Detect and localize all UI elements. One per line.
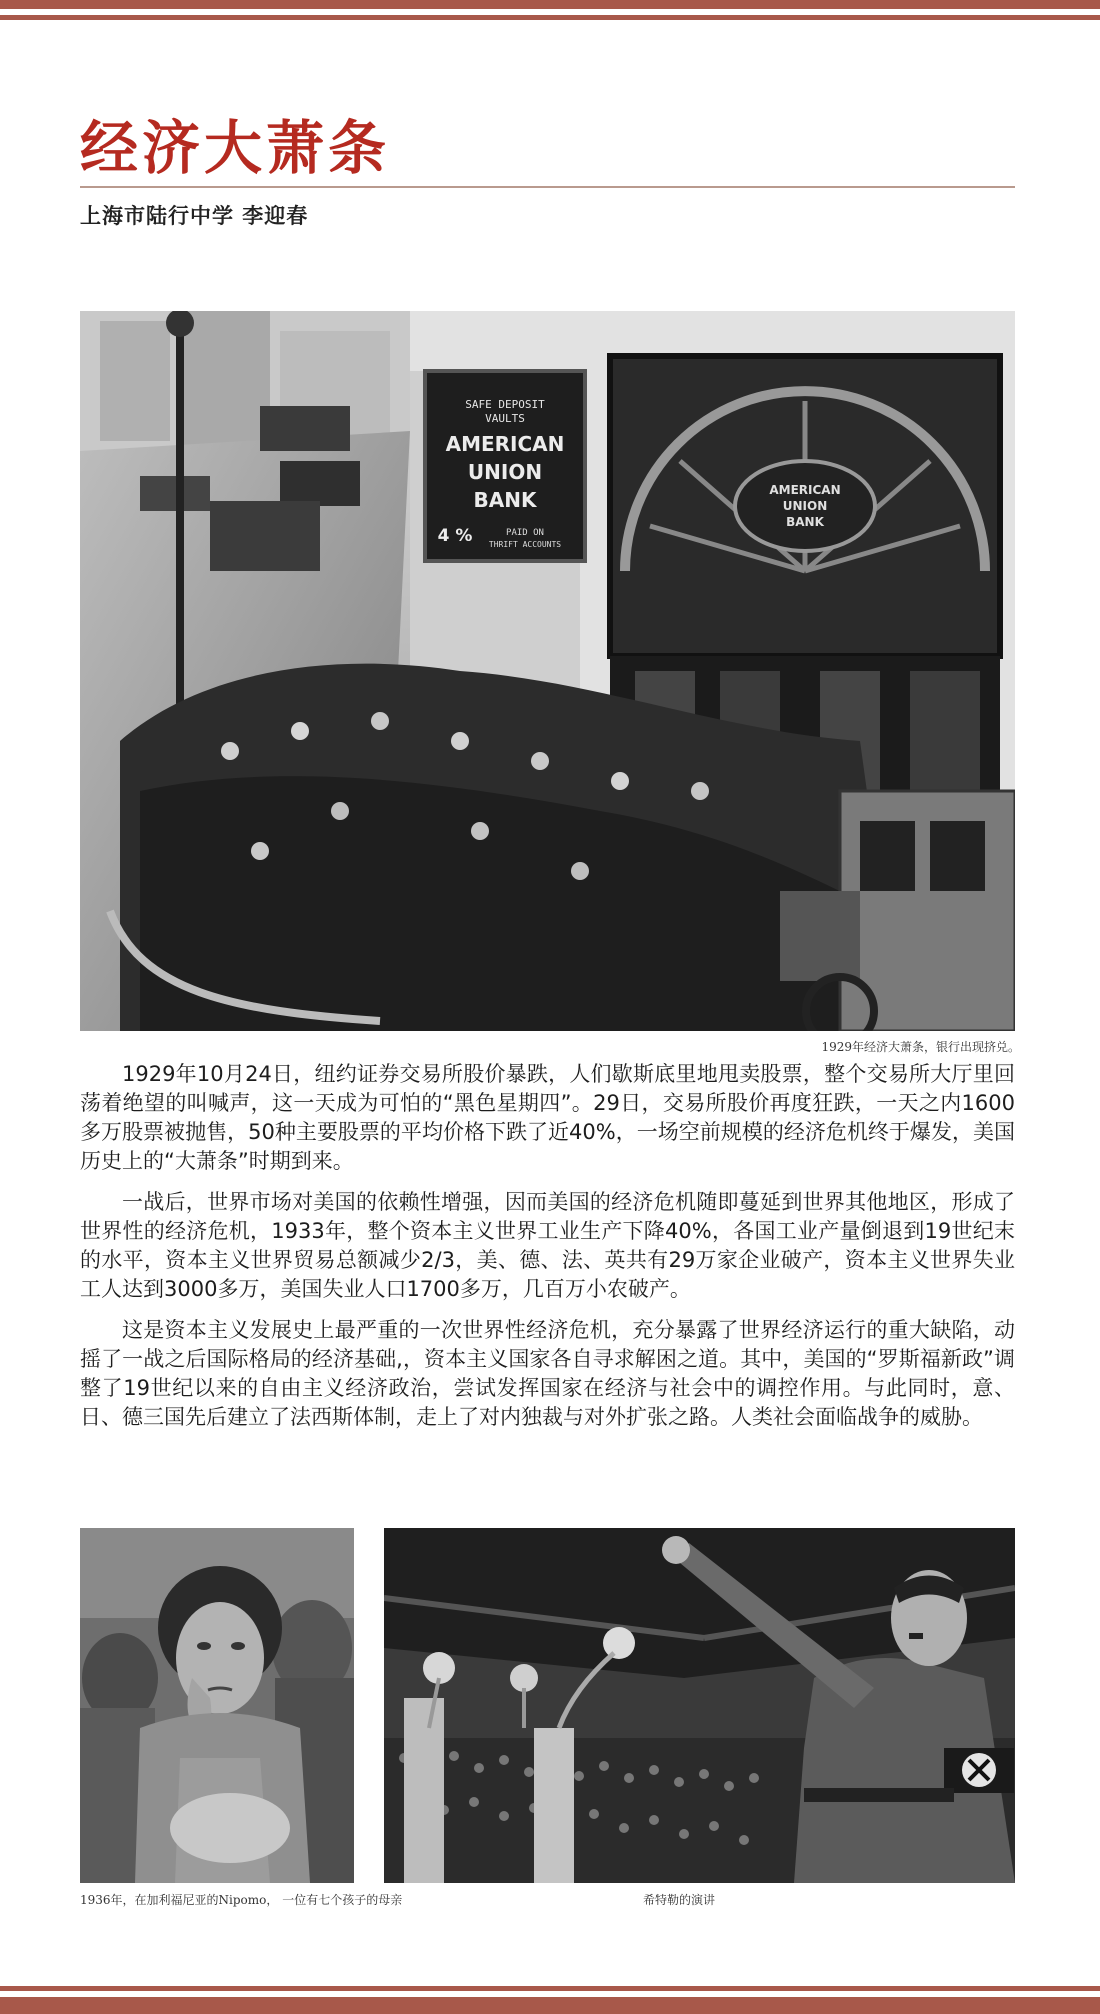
window-line-2: UNION — [782, 499, 828, 513]
top-border-band — [0, 0, 1100, 9]
migrant-mother-photo — [80, 1528, 354, 1883]
bank-photo-caption: 1929年经济大萧条，银行出现挤兑。 — [821, 1040, 1020, 1054]
paragraph-1: 1929年10月24日，纽约证券交易所股价暴跌，人们歇斯底里地甩卖股票，整个交易所大厅里回荡着绝望的叫喊声，这一天成为可怕的“黑色星期四”。29日，交易所股价再度狂跌，一天之内1600多万股票被抛售，50种主要股票的平均价格下跌了近40%，一场空前规模的经济危机终于爆发，美国历史上的“大萧条”时期到来。 — [80, 1062, 1015, 1173]
bank-run-photo — [80, 311, 1015, 1031]
sign-line-1: SAFE DEPOSIT — [465, 398, 545, 411]
sign-thrift: THRIFT ACCOUNTS — [488, 540, 562, 549]
top-border-line — [0, 15, 1100, 20]
title-divider — [80, 186, 1015, 188]
page-title: 经济大萧条 — [80, 114, 391, 182]
speech-illustration — [384, 1528, 1015, 1883]
sign-line-2: VAULTS — [485, 412, 525, 425]
sign-line-5: BANK — [473, 488, 537, 512]
bank-run-illustration — [80, 311, 1015, 1031]
bottom-border-line — [0, 1986, 1100, 1991]
speech-photo — [384, 1528, 1015, 1883]
migrant-mother-illustration — [80, 1528, 354, 1883]
window-line-1: AMERICAN — [769, 483, 841, 497]
paragraph-2: 一战后，世界市场对美国的依赖性增强，因而美国的经济危机随即蔓延到世界其他地区，形成了世界性的经济危机，1933年，整个资本主义世界工业生产下降40%，各国工业产量倒退到19世纪末的水平，资本主义世界贸易总额减少2/3，美、德、法、英共有29万家企业破产，资本主义世界失业工人达到3000多万，美国失业人口1700多万，几百万小农破产。 — [80, 1190, 1015, 1301]
article-body — [80, 1060, 1015, 1444]
sign-paid: PAID ON — [506, 528, 544, 538]
sign-line-4: UNION — [467, 460, 543, 484]
author-line: 上海市陆行中学 李迎春 — [80, 204, 309, 228]
speech-photo-caption: 希特勒的演讲 — [643, 1893, 716, 1907]
sign-line-3: AMERICAN — [445, 432, 565, 456]
window-line-3: BANK — [786, 515, 824, 529]
sign-rate: 4 % — [437, 526, 473, 546]
bottom-border-band — [0, 1997, 1100, 2014]
mother-photo-caption: 1936年，在加利福尼亚的Nipomo， 一位有七个孩子的母亲 — [80, 1893, 403, 1907]
paragraph-3: 这是资本主义发展史上最严重的一次世界性经济危机，充分暴露了世界经济运行的重大缺陷，动摇了一战之后国际格局的经济基础,，资本主义国家各自寻求解困之道。其中，美国的“罗斯福新政”调整了19世纪以来的自由主义经济政治，尝试发挥国家在经济与社会中的调控作用。与此同时，意、日、德三国先后建立了法西斯体制，走上了对内独裁与对外扩张之路。人类社会面临战争的威胁。 — [80, 1318, 1015, 1429]
